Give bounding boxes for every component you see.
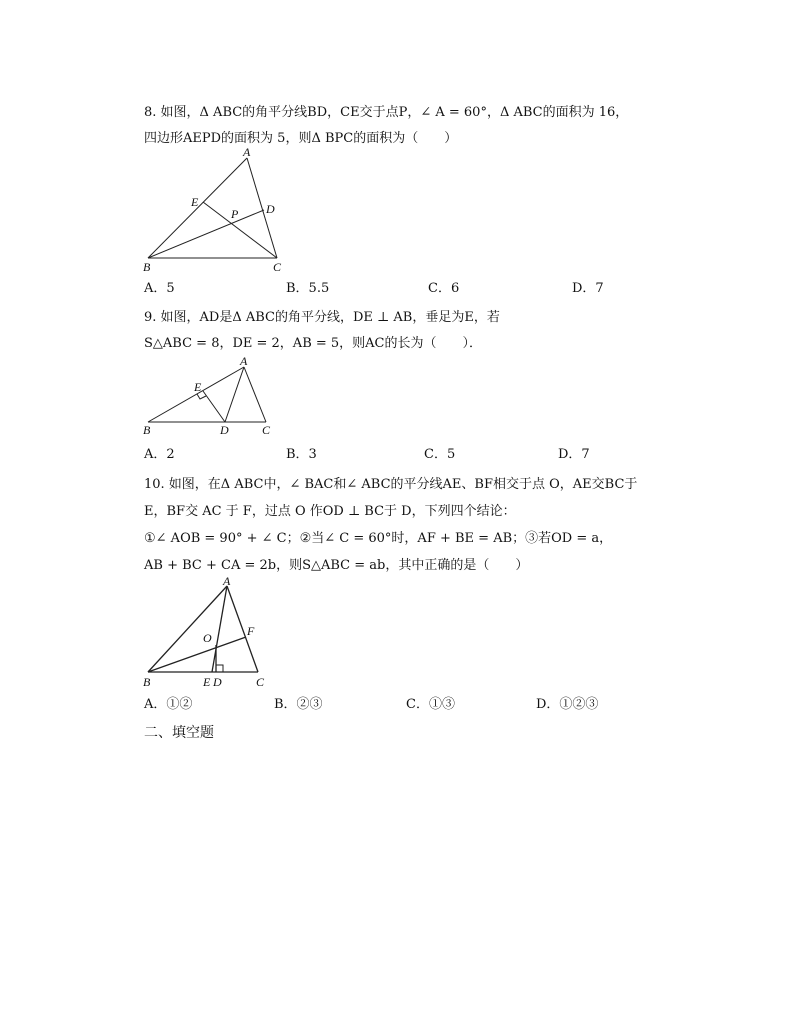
q10-choice-a[interactable]: A．①②: [144, 697, 193, 712]
q8-label-e: E: [191, 195, 199, 209]
q9-choice-c[interactable]: C．5: [424, 447, 456, 462]
q9-choice-b[interactable]: B．3: [286, 447, 317, 462]
q8-text-line-2: 四边形AEPD的面积为 5，则Δ BPC的面积为（ ）: [144, 131, 458, 146]
q10-label-c: C: [256, 675, 265, 689]
q8-label-a: A: [243, 145, 251, 159]
q9-side-ab: [148, 367, 244, 422]
q9-label-e: E: [194, 380, 202, 394]
q9-choice-a[interactable]: A．2: [144, 447, 175, 462]
q9-segment-de: [203, 391, 225, 422]
q9-label-b: B: [143, 423, 151, 437]
q9-right-angle-mark: [197, 394, 206, 399]
q10-right-angle-mark: [216, 665, 223, 672]
q8-label-p: P: [231, 207, 239, 221]
q9-text-line-2: S△ABC = 8，DE = 2，AB = 5，则AC的长为（ ）．: [144, 336, 483, 351]
q8-choices: [144, 280, 664, 298]
q8-choice-a[interactable]: A．5: [144, 281, 175, 296]
q10-text-line-1: 10. 如图，在Δ ABC中，∠ BAC和∠ ABC的平分线AE、BF相交于点 O，AE交BC于: [144, 477, 638, 492]
q8-label-c: C: [273, 260, 282, 274]
q10-choice-c[interactable]: C．①③: [406, 697, 455, 712]
q9-figure: [140, 355, 280, 440]
q10-text-line-3: ①∠ AOB = 90° + ∠ C；②当∠ C = 60°时，AF + BE = AB；③若OD = a，: [144, 531, 613, 546]
q8-label-d: D: [266, 202, 275, 216]
q9-side-ac: [244, 367, 266, 422]
q9-choice-d[interactable]: D．7: [558, 447, 590, 462]
q10-label-e: E: [203, 675, 211, 689]
q10-label-a: A: [223, 574, 231, 588]
q8-text-line-1: 8. 如图，Δ ABC的角平分线BD，CE交于点P，∠ A = 60°，Δ ABC的面积为 16，: [144, 105, 629, 120]
q10-label-b: B: [143, 675, 151, 689]
q10-side-ab: [148, 586, 227, 672]
q9-label-a: A: [240, 354, 248, 368]
q10-text-line-4: AB + BC + CA = 2b，则S△ABC = ab，其中正确的是（ ）: [144, 558, 529, 573]
q8-figure: [140, 145, 290, 275]
q8-choice-b[interactable]: B．5.5: [286, 281, 330, 296]
q8-segment-bd: [148, 210, 264, 258]
q9-text-line-1: 9. 如图，AD是Δ ABC的角平分线，DE ⊥ AB，垂足为E，若: [144, 310, 500, 325]
q10-choice-b[interactable]: B．②③: [274, 697, 323, 712]
q8-choice-c[interactable]: C．6: [428, 281, 460, 296]
q10-choices: [144, 696, 664, 714]
q9-label-c: C: [262, 423, 271, 437]
q8-label-b: B: [143, 260, 151, 274]
section-heading-fill-in: 二、填空题: [144, 725, 214, 741]
q10-label-d: D: [213, 675, 222, 689]
q10-text-line-2: E，BF交 AC 于 F，过点 O 作OD ⊥ BC于 D，下列四个结论：: [144, 504, 516, 519]
q10-figure: [140, 575, 280, 690]
q9-choices: [144, 446, 664, 464]
q9-segment-ad: [225, 367, 244, 422]
q10-label-f: F: [247, 624, 255, 638]
q10-choice-d[interactable]: D．①②③: [536, 697, 599, 712]
q10-segment-bf: [148, 637, 246, 672]
q10-label-o: O: [203, 631, 212, 645]
q8-choice-d[interactable]: D．7: [572, 281, 604, 296]
q9-label-d: D: [220, 423, 229, 437]
q10-segment-ae: [212, 586, 227, 672]
